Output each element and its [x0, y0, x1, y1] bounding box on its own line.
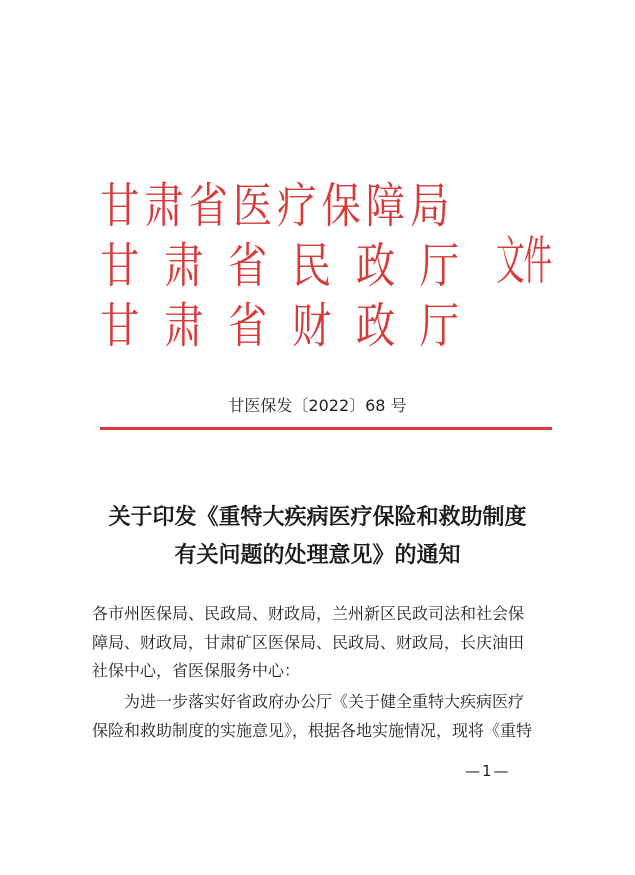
body-line: 保险和救助制度的实施意见》，根据各地实施情况，现将《重特	[92, 720, 533, 740]
page-number: —1—	[465, 762, 511, 780]
agency-name: 甘肃省民政厅	[100, 238, 484, 294]
document-title-line: 有关问题的处理意见》的通知	[174, 543, 461, 568]
recipients-paragraph	[92, 600, 544, 686]
document-title-line: 关于印发《重特大疾病医疗保险和救助制度	[108, 505, 527, 530]
body-line: 各市州医保局、民政局、财政局，兰州新区民政司法和社会保	[92, 604, 525, 623]
document-suffix: 文件	[496, 232, 552, 292]
body-line: 为进一步落实好省政府办公厅《关于健全重特大疾病医疗	[124, 692, 525, 711]
red-separator-line	[100, 427, 552, 430]
document-number: 甘医保发〔2022〕68 号	[228, 396, 407, 415]
agency-name: 甘肃省医疗保障局	[100, 178, 455, 234]
body-line: 障局、财政局，甘肃矿区医保局、民政局、财政局，长庆油田	[92, 632, 525, 652]
agency-name: 甘肃省财政厅	[100, 298, 484, 354]
body-paragraph	[92, 688, 544, 745]
body-line: 社保中心，省医保服务中心：	[92, 661, 301, 681]
